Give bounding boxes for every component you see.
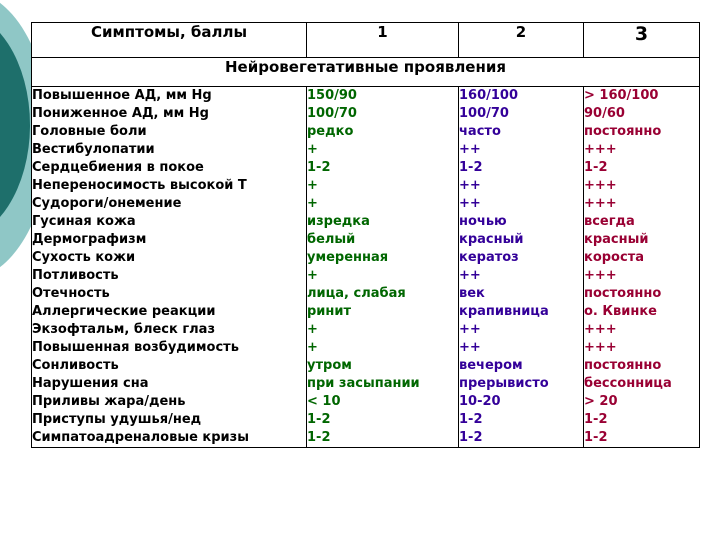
score-2-cell: ++ bbox=[459, 142, 481, 157]
score-2-cell: вечером bbox=[459, 358, 523, 373]
score-2-cell: 10-20 bbox=[459, 394, 501, 409]
section-title: Нейровегетативные проявления bbox=[32, 58, 700, 87]
symptom-cell: Отечность bbox=[32, 286, 110, 301]
score-1-cell: 1-2 bbox=[307, 430, 331, 445]
header-score-3: 3 bbox=[584, 23, 700, 58]
symptom-column bbox=[32, 87, 307, 448]
score-1-cell: редко bbox=[307, 124, 354, 139]
symptom-cell: Вестибулопатии bbox=[32, 142, 155, 157]
score-2-cell: ++ bbox=[459, 178, 481, 193]
score-1-cell: 150/90 bbox=[307, 88, 357, 103]
score-2-cell: прерывисто bbox=[459, 376, 549, 391]
score-3-cell: 90/60 bbox=[584, 106, 625, 121]
score-2-cell: кератоз bbox=[459, 250, 519, 265]
score-1-cell: + bbox=[307, 178, 318, 193]
score-1-cell: + bbox=[307, 196, 318, 211]
score-2-cell: 100/70 bbox=[459, 106, 509, 121]
symptom-cell: Судороги/онемение bbox=[32, 196, 182, 211]
symptom-cell: Дермографизм bbox=[32, 232, 147, 247]
score-1-cell: изредка bbox=[307, 214, 370, 229]
score-1-cell: белый bbox=[307, 232, 356, 247]
symptom-cell: Потливость bbox=[32, 268, 119, 283]
score-1-cell: < 10 bbox=[307, 394, 341, 409]
symptoms-table bbox=[31, 22, 700, 448]
score-3-cell: +++ bbox=[584, 142, 617, 157]
score-3-cell: +++ bbox=[584, 196, 617, 211]
symptom-cell: Непереносимость высокой Т bbox=[32, 178, 247, 193]
score-1-cell: + bbox=[307, 268, 318, 283]
header-symptoms: Симптомы, баллы bbox=[32, 23, 307, 58]
score-2-cell: ночью bbox=[459, 214, 507, 229]
score-1-column bbox=[307, 87, 459, 448]
score-3-cell: 1-2 bbox=[584, 430, 608, 445]
score-2-column bbox=[459, 87, 584, 448]
score-2-cell: часто bbox=[459, 124, 501, 139]
symptom-cell: Сердцебиения в покое bbox=[32, 160, 204, 175]
score-2-cell: красный bbox=[459, 232, 524, 247]
score-1-cell: + bbox=[307, 322, 318, 337]
score-1-cell: ринит bbox=[307, 304, 352, 319]
score-3-cell: +++ bbox=[584, 340, 617, 355]
symptom-cell: Гусиная кожа bbox=[32, 214, 136, 229]
score-1-cell: 1-2 bbox=[307, 412, 331, 427]
score-1-cell: лица, слабая bbox=[307, 286, 406, 301]
score-2-cell: ++ bbox=[459, 322, 481, 337]
score-3-cell: красный bbox=[584, 232, 649, 247]
score-2-cell: 1-2 bbox=[459, 430, 483, 445]
score-1-cell: + bbox=[307, 142, 318, 157]
score-1-cell: утром bbox=[307, 358, 352, 373]
score-3-cell: постоянно bbox=[584, 286, 662, 301]
symptom-cell: Приступы удушья/нед bbox=[32, 412, 202, 427]
score-1-cell: 1-2 bbox=[307, 160, 331, 175]
symptom-cell: Сонливость bbox=[32, 358, 119, 373]
data-row bbox=[32, 87, 700, 448]
score-3-cell: постоянно bbox=[584, 358, 662, 373]
symptom-cell: Повышенное АД, мм Hg bbox=[32, 88, 212, 103]
score-3-column bbox=[584, 87, 700, 448]
section-row bbox=[32, 58, 700, 87]
score-3-cell: > 20 bbox=[584, 394, 618, 409]
header-row bbox=[32, 23, 700, 58]
symptom-cell: Симпатоадреналовые кризы bbox=[32, 430, 249, 445]
score-3-cell: +++ bbox=[584, 322, 617, 337]
score-2-cell: 1-2 bbox=[459, 412, 483, 427]
score-2-cell: крапивница bbox=[459, 304, 549, 319]
header-score-1: 1 bbox=[307, 23, 459, 58]
score-3-cell: +++ bbox=[584, 268, 617, 283]
score-3-cell: 1-2 bbox=[584, 412, 608, 427]
score-2-cell: век bbox=[459, 286, 485, 301]
symptom-cell: Приливы жара/день bbox=[32, 394, 186, 409]
score-3-cell: всегда bbox=[584, 214, 635, 229]
symptom-cell: Пониженное АД, мм Hg bbox=[32, 106, 209, 121]
symptom-cell: Нарушения сна bbox=[32, 376, 149, 391]
symptom-cell: Экзофтальм, блеск глаз bbox=[32, 322, 215, 337]
score-3-cell: постоянно bbox=[584, 124, 662, 139]
header-score-2: 2 bbox=[459, 23, 584, 58]
score-3-cell: бессонница bbox=[584, 376, 672, 391]
score-2-cell: 1-2 bbox=[459, 160, 483, 175]
score-2-cell: ++ bbox=[459, 268, 481, 283]
score-1-cell: умеренная bbox=[307, 250, 389, 265]
score-1-cell: + bbox=[307, 340, 318, 355]
score-1-cell: 100/70 bbox=[307, 106, 357, 121]
score-3-cell: +++ bbox=[584, 178, 617, 193]
symptom-cell: Аллергические реакции bbox=[32, 304, 216, 319]
score-2-cell: ++ bbox=[459, 196, 481, 211]
score-3-cell: 1-2 bbox=[584, 160, 608, 175]
score-2-cell: 160/100 bbox=[459, 88, 519, 103]
score-1-cell: при засыпании bbox=[307, 376, 420, 391]
score-2-cell: ++ bbox=[459, 340, 481, 355]
score-3-cell: короста bbox=[584, 250, 645, 265]
symptom-cell: Повышенная возбудимость bbox=[32, 340, 239, 355]
score-3-cell: о. Квинке bbox=[584, 304, 657, 319]
symptom-cell: Сухость кожи bbox=[32, 250, 136, 265]
symptom-cell: Головные боли bbox=[32, 124, 147, 139]
score-3-cell: > 160/100 bbox=[584, 88, 659, 103]
